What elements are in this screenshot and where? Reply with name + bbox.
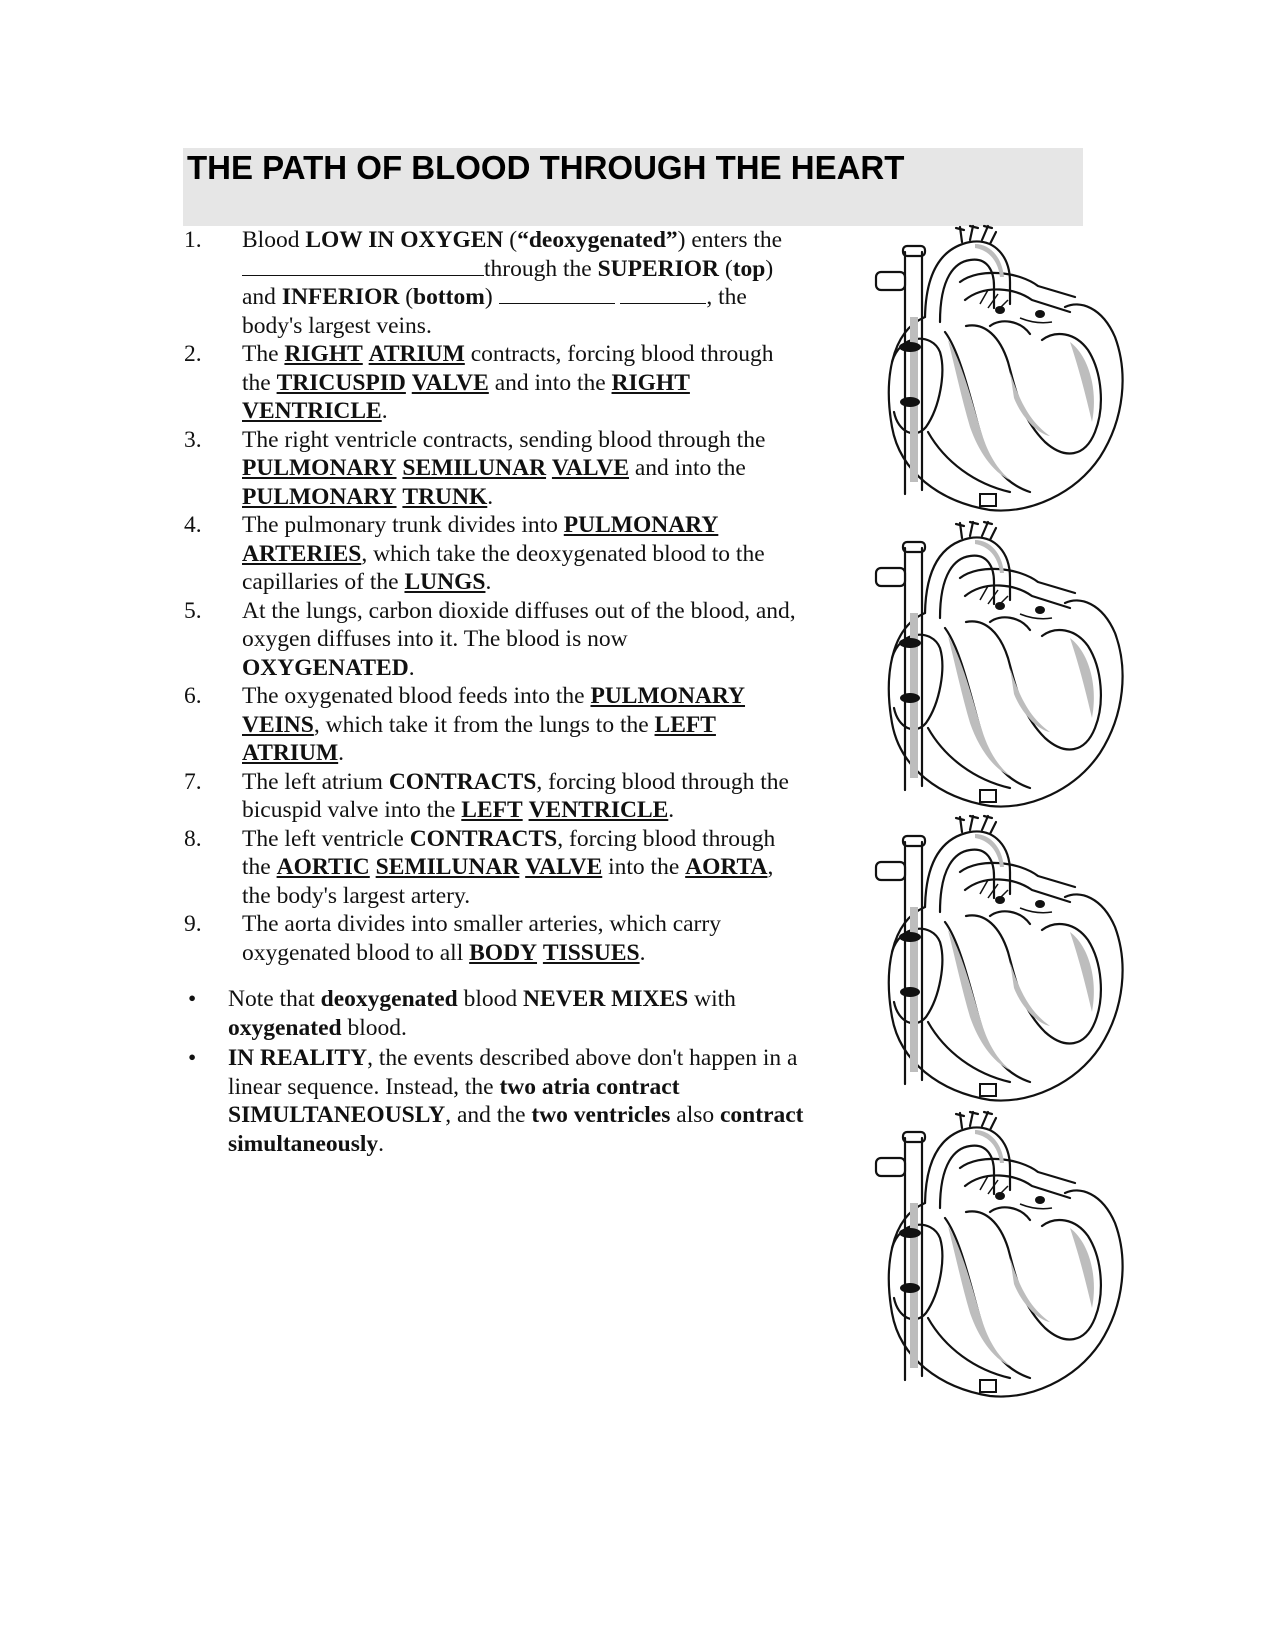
text-run: ) enters the	[677, 227, 783, 253]
text-run: )	[484, 284, 499, 310]
answer-term: BODY	[469, 939, 538, 966]
heart-diagram-icon	[870, 518, 1135, 818]
bold-term: two atria contract SIMULTANEOUSLY	[228, 1073, 680, 1128]
step-number: 6.	[184, 683, 202, 709]
text-run: also	[670, 1102, 720, 1128]
answer-term: ARTERIES	[242, 540, 362, 567]
step-text	[242, 768, 804, 825]
text-run: .	[381, 398, 388, 424]
title-banner	[183, 148, 1083, 226]
text-run: , forcing blood through the bicuspid valve into the	[242, 768, 789, 823]
text-run: ) and	[242, 255, 774, 310]
answer-term: AORTA	[685, 854, 768, 880]
answer-term: PULMONARY	[242, 483, 397, 510]
answer-term: VALVE	[411, 369, 489, 396]
text-run: .	[378, 1130, 385, 1157]
text-run: (	[503, 227, 518, 253]
text-run: (	[719, 255, 733, 282]
step-number: 4.	[184, 512, 202, 538]
text-run: and into the	[629, 455, 746, 481]
text-run: with	[688, 986, 736, 1012]
text-run: .	[668, 797, 675, 823]
heart-diagram-icon	[870, 812, 1135, 1112]
text-run: .	[338, 740, 345, 766]
text-run: The oxygenated blood feeds into the	[242, 683, 591, 709]
answer-term: VENTRICLE	[242, 398, 382, 424]
text-run: , forcing blood through the	[242, 825, 776, 880]
text-run: The pulmonary trunk divides into	[242, 512, 564, 538]
step-number: 3.	[184, 426, 202, 453]
answer-term: RIGHT	[284, 341, 363, 367]
step-number: 7.	[184, 768, 202, 795]
text-run: The right ventricle contracts, sending blood through the	[242, 426, 766, 453]
text-run: .	[487, 483, 494, 510]
bullet-icon: •	[188, 986, 197, 1012]
bold-term: “deoxygenated”	[517, 227, 678, 253]
note-item	[184, 1044, 804, 1158]
bold-term: two ventricles	[531, 1102, 671, 1128]
step-text	[242, 682, 804, 768]
answer-term: RIGHT	[611, 369, 690, 396]
step-text	[242, 910, 804, 967]
step-text	[242, 597, 804, 683]
page-title: THE PATH OF BLOOD THROUGH THE HEART	[187, 149, 905, 186]
answer-term: VENTRICLE	[528, 797, 669, 823]
bold-term: top	[732, 255, 766, 282]
text-run: The aorta divides into smaller arteries, which carry oxygenated blood to all	[242, 911, 721, 966]
step-text	[242, 825, 804, 911]
text-run: .	[639, 939, 646, 966]
bold-term: OXYGENATED	[242, 654, 409, 681]
bold-term: SUPERIOR	[597, 255, 720, 282]
step-text	[242, 226, 804, 340]
step-item	[184, 682, 804, 768]
answer-term: LEFT	[461, 797, 523, 823]
step-number: 5.	[184, 597, 202, 624]
heart-diagram-icon	[870, 222, 1135, 522]
text-run: , which take the deoxygenated blood to the capillaries of the	[242, 540, 765, 595]
answer-term: SEMILUNAR	[402, 455, 547, 481]
step-item	[184, 340, 804, 426]
text-run: , the events described above don't happen in a linear sequence. Instead, the	[228, 1045, 798, 1100]
note-text	[228, 1044, 804, 1158]
step-item	[184, 597, 804, 683]
step-number: 9.	[184, 911, 202, 937]
answer-term: SEMILUNAR	[375, 854, 520, 880]
answer-term: ATRIUM	[242, 740, 339, 766]
text-run: .	[485, 569, 492, 595]
text-run: through the	[484, 255, 598, 282]
note-text	[228, 985, 804, 1042]
answer-term: PULMONARY	[563, 512, 719, 538]
text-run: The	[242, 341, 285, 367]
heart-diagram-icon	[870, 1108, 1135, 1408]
text-run: blood.	[341, 1014, 407, 1041]
answer-term: AORTIC	[276, 854, 370, 880]
text-run: Blood	[242, 227, 306, 253]
step-number: 1.	[184, 227, 202, 253]
bullet-icon: •	[188, 1045, 197, 1071]
note-item	[184, 985, 804, 1042]
steps-list	[184, 226, 804, 967]
answer-term: LUNGS	[404, 569, 486, 595]
answer-term: PULMONARY	[242, 455, 397, 481]
text-run: Note that	[228, 986, 321, 1012]
text-run: , and the	[445, 1102, 532, 1128]
text-run: The left atrium	[242, 768, 389, 795]
text-run: , which take it from the lungs to the	[313, 711, 655, 738]
bold-term: oxygenated	[228, 1014, 342, 1041]
step-number: 8.	[184, 825, 202, 852]
fill-in-blank[interactable]	[242, 255, 484, 276]
text-run: , the body's largest veins.	[242, 284, 747, 339]
step-text	[242, 426, 804, 512]
answer-term: VALVE	[525, 854, 603, 880]
text-run: (	[399, 284, 414, 310]
bold-term: deoxygenated	[320, 986, 458, 1012]
answer-term: TISSUES	[542, 939, 640, 966]
text-run: , the body's largest artery.	[242, 854, 774, 909]
answer-term: PULMONARY	[590, 683, 746, 709]
bold-term: LOW IN OXYGEN	[305, 227, 504, 253]
step-item	[184, 768, 804, 825]
step-text	[242, 511, 804, 597]
answer-term: ATRIUM	[368, 341, 465, 367]
answer-term: LEFT	[654, 711, 716, 738]
step-number: 2.	[184, 341, 202, 367]
text-run: and into the	[488, 369, 612, 396]
notes-list	[184, 985, 804, 1160]
step-item	[184, 511, 804, 597]
text-run: contracts, forcing blood through the	[242, 341, 774, 396]
answer-term: VALVE	[551, 455, 629, 481]
bold-term: NEVER MIXES	[523, 986, 689, 1012]
step-item	[184, 825, 804, 911]
text-run: .	[408, 654, 415, 681]
fill-in-blank[interactable]	[499, 283, 615, 304]
step-item	[184, 426, 804, 512]
step-item	[184, 910, 804, 967]
answer-term: TRICUSPID	[276, 369, 406, 396]
step-text	[242, 340, 804, 426]
bold-term: INFERIOR	[281, 284, 400, 310]
text-run: into the	[602, 854, 686, 880]
answer-term: VEINS	[242, 711, 314, 738]
bold-term: IN REALITY	[228, 1045, 368, 1071]
text-run: The left ventricle	[242, 825, 410, 852]
step-item	[184, 226, 804, 340]
text-run: At the lungs, carbon dioxide diffuses out of the blood, and, oxygen diffuses into it. The blood is now	[242, 597, 796, 652]
bold-term: contract simultaneously	[228, 1102, 804, 1157]
bold-term: bottom	[413, 284, 485, 310]
text-run: blood	[457, 986, 524, 1012]
bold-term: CONTRACTS	[409, 825, 558, 852]
bold-term: CONTRACTS	[388, 768, 537, 795]
fill-in-blank[interactable]	[620, 283, 706, 304]
answer-term: TRUNK	[402, 483, 488, 510]
